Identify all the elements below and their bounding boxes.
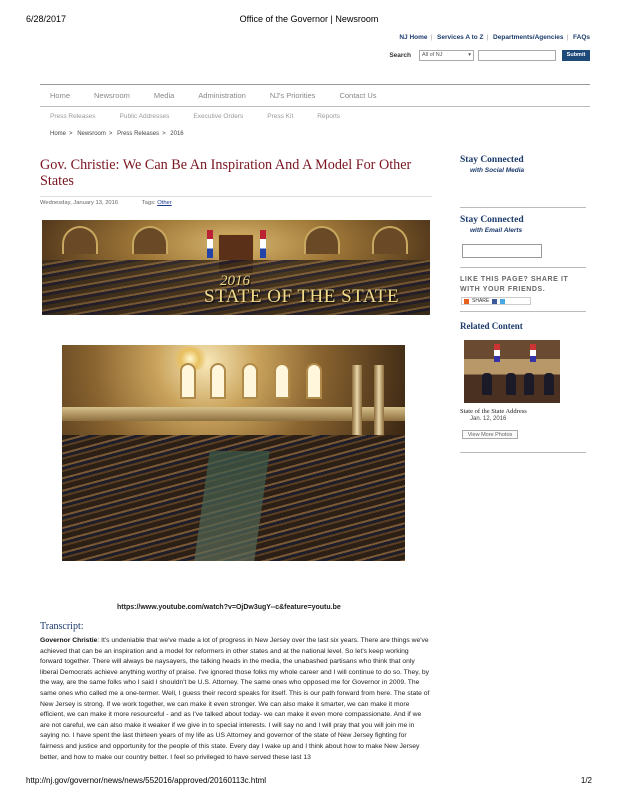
sidebar-divider (460, 267, 586, 268)
person-figure (544, 373, 554, 395)
email-alerts-subheading[interactable]: with Email Alerts (470, 227, 523, 234)
related-content-date: Jan. 12, 2016 (470, 416, 507, 422)
twitter-icon (500, 299, 505, 304)
flag-icon (207, 230, 213, 258)
transcript-text: : It's undeniable that we've made a lot of progress in New Jersey over the last six years. There are things we've achieved that can be an inspiration and a model for reformers in other states and at the national level. So let's keep working forward together. There will always be naysayers, the talking heads in the media, the unabashed partisans who think that only liberal Democrats achieve anything worthy of praise. I've ignored those folks my whole career and I will continue to do so. They, by the way, are the same folks who I said I shouldn't be U.S. Attorney. The same ones who opposed me for Governor in 2009. The same ones who called me a one-termer. Well, I guess their record speaks for itself. This is our path forward from here. The state of New Jersey is strong. If we work together, we can make it even stronger. We can also make it smarter, we can make it more efficient, we can make it more resourceful - and as I've talked about today- we can make it even more compassionate. And if we are not careful, we can also make it weaker if we give in to special interests. I will say no and I will pray that you will join me in saying no. I have spent the last thirteen years of my life as US Attorney and governor of the state of New Jersey fighting for fairness and justice and opportunity for the people of this state. Every day I wake up and I think about how to make New Jersey better, and how to make our country better. I feel so privileged to have served these last 13 (40, 637, 430, 761)
article-tags (142, 200, 172, 206)
banner-arch (372, 226, 408, 254)
utility-nav: NJ Home | Services A to Z | Departments/Agencies | FAQs (399, 34, 590, 41)
breadcrumb-newsroom[interactable]: Newsroom (77, 131, 106, 137)
breadcrumb-year[interactable]: 2016 (170, 131, 184, 137)
search-bar (389, 49, 590, 61)
tag-link[interactable]: Other (157, 200, 172, 206)
related-content-thumbnail[interactable] (464, 340, 560, 403)
transcript-body (40, 636, 432, 763)
share-label: SHARE (472, 298, 490, 304)
related-content-caption[interactable]: State of the State Address (460, 408, 527, 415)
stay-connected-email-heading[interactable]: Stay Connected (460, 215, 524, 225)
banner-title: STATE OF THE STATE (204, 286, 400, 307)
banner-arch (304, 226, 340, 254)
search-scope-value: All of NJ (422, 52, 443, 58)
services-link[interactable]: Services A to Z (437, 34, 484, 41)
chamber-window (210, 363, 226, 399)
title-divider (40, 196, 432, 197)
facebook-icon (492, 299, 497, 304)
nav-priorities[interactable]: NJ's Priorities (269, 91, 316, 100)
email-alert-input[interactable] (462, 244, 542, 258)
view-more-photos-button[interactable]: View More Photos (462, 430, 518, 439)
state-of-the-state-banner (42, 220, 430, 315)
breadcrumb-home[interactable]: Home (50, 131, 67, 137)
print-footer (26, 776, 592, 785)
person-figure (524, 373, 534, 395)
sidebar-divider (460, 207, 586, 208)
chamber-window (306, 363, 322, 399)
speaker-name: Governor Christie (40, 637, 98, 644)
nav-newsroom[interactable]: Newsroom (94, 91, 130, 100)
print-date: 6/28/2017 (26, 14, 67, 24)
share-button[interactable] (461, 297, 531, 305)
video-url[interactable]: https://www.youtube.com/watch?v=OjDw3ugY--c&feature=youtu.be (117, 604, 341, 611)
print-title: Office of the Governor | Newsroom (239, 14, 379, 24)
stay-connected-social-heading[interactable]: Stay Connected (460, 155, 524, 165)
person-figure (482, 373, 492, 395)
chamber-window (242, 363, 258, 399)
transcript-heading: Transcript: (40, 621, 84, 632)
person-figure (506, 373, 516, 395)
share-prompt-line-2: WITH YOUR FRIENDS. (460, 286, 546, 293)
nav-home[interactable]: Home (50, 91, 71, 100)
departments-link[interactable]: Departments/Agencies (493, 34, 564, 41)
sub-nav (50, 113, 364, 120)
share-prompt-line-1: LIKE THIS PAGE? SHARE IT (460, 276, 569, 283)
subnav-press-kit[interactable]: Press Kit (267, 113, 294, 120)
search-label: Search (389, 51, 411, 59)
sidebar-divider (460, 311, 586, 312)
nav-administration[interactable]: Administration (198, 91, 246, 100)
subnav-reports[interactable]: Reports (317, 113, 341, 120)
breadcrumb: Home > Newsroom > Press Releases > 2016 (50, 131, 184, 137)
article-date: Wednesday, January 13, 2016 (40, 200, 119, 206)
subnav-public-addresses[interactable]: Public Addresses (119, 113, 170, 120)
chamber-photo (62, 345, 405, 561)
banner-arch (62, 226, 98, 254)
share-icon (464, 299, 469, 304)
related-content-heading: Related Content (460, 321, 523, 331)
subnav-executive-orders[interactable]: Executive Orders (193, 113, 244, 120)
nav-contact[interactable]: Contact Us (339, 91, 377, 100)
social-media-subheading[interactable]: with Social Media (470, 167, 525, 174)
chevron-down-icon: ▾ (468, 52, 471, 58)
main-nav (40, 84, 590, 107)
faqs-link[interactable]: FAQs (573, 34, 590, 41)
nav-media[interactable]: Media (153, 91, 175, 100)
banner-year: 2016 (220, 273, 250, 289)
tags-label: Tags: (141, 200, 156, 206)
share-prompt (460, 275, 568, 295)
flag-icon (494, 344, 500, 362)
nj-home-link[interactable]: NJ Home (399, 34, 428, 41)
print-header (26, 14, 592, 26)
breadcrumb-press-releases[interactable]: Press Releases (117, 131, 160, 137)
page-number: 1/2 (580, 776, 592, 785)
flag-icon (530, 344, 536, 362)
sidebar-divider (460, 452, 586, 453)
search-submit-button[interactable]: Submit (562, 50, 590, 61)
banner-arch (132, 226, 168, 254)
chamber-window (274, 363, 290, 399)
chamber-window (180, 363, 196, 399)
subnav-press-releases[interactable]: Press Releases (50, 113, 96, 120)
search-scope-select[interactable] (419, 50, 474, 61)
article-meta (40, 200, 172, 206)
page-title: Gov. Christie: We Can Be An Inspiration And A Model For Other States (40, 157, 412, 189)
flag-icon (260, 230, 266, 258)
page-url: http://nj.gov/governor/news/news/552016/approved/20160113c.html (26, 776, 267, 785)
search-input[interactable] (478, 50, 556, 61)
